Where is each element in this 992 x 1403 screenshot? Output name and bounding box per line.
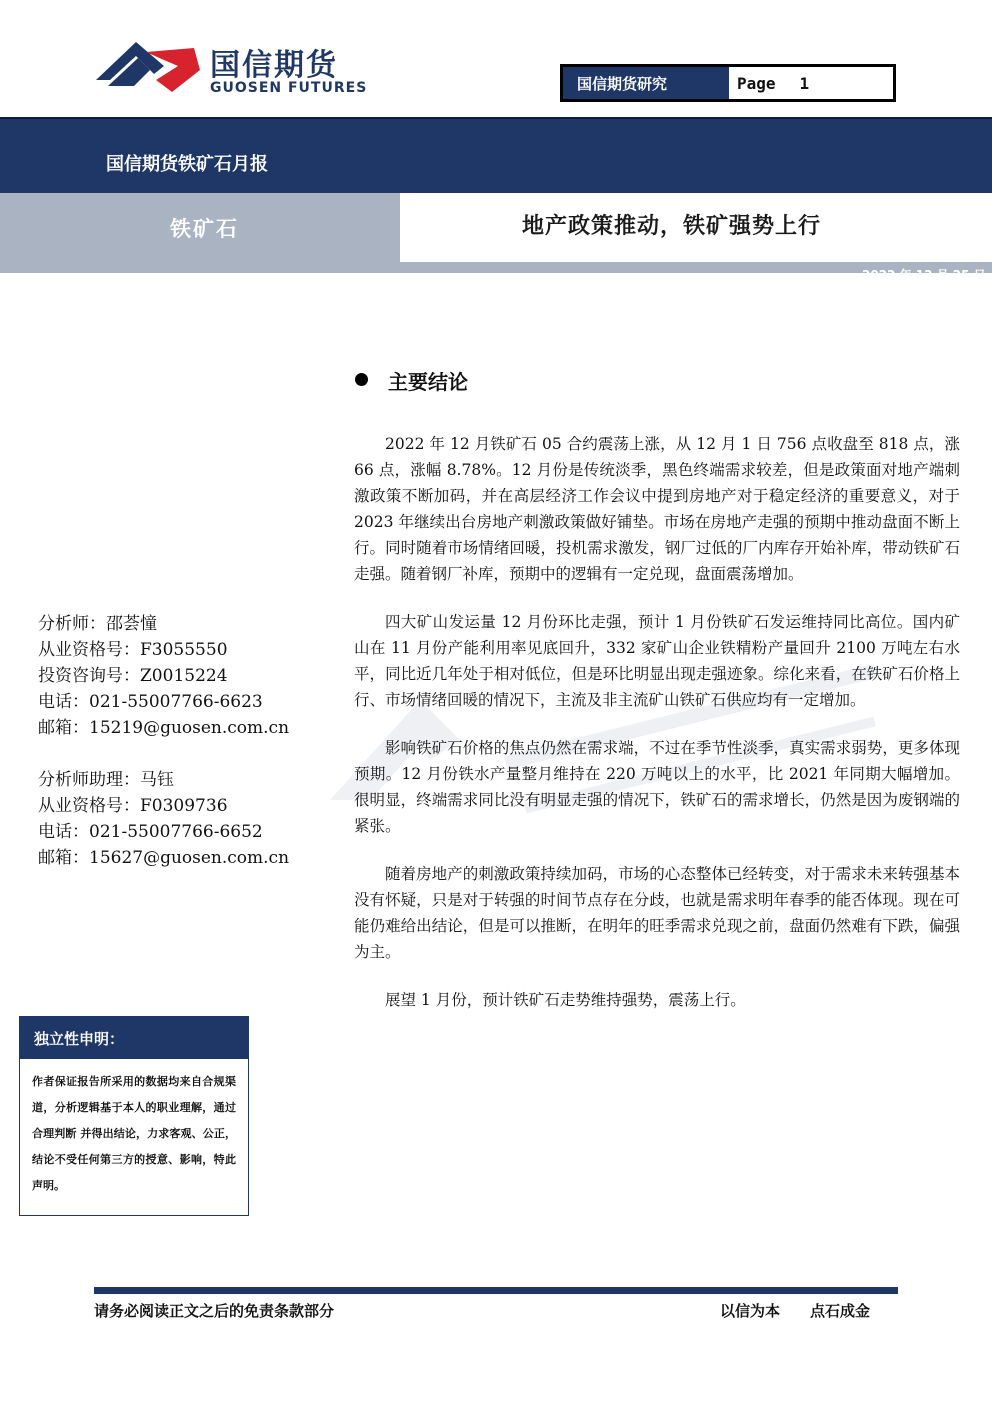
assistant-email: 邮箱：15627@guosen.com.cn [38,848,290,868]
conclusions-title: 主要结论 [388,370,468,394]
declaration-text: 作者保证报告所采用的数据均来自合规渠道，分析逻辑基于本人的职业理解，通过合理判断 并得出结论，力求客观、公正，结论不受任何第三方的授意、影响，特此声明。 [32,1075,236,1192]
research-label: 国信期货研究 [563,67,729,99]
report-headline: 地产政策推动，铁矿强势上行 [522,213,822,239]
qualification-number: 从业资格号：F0309736 [38,796,228,816]
independence-declaration [19,1016,249,1216]
qualification-number: 从业资格号：F3055550 [38,640,228,660]
analyst-phone: 电话：021-55007766-6623 [38,692,263,712]
analyst-email: 邮箱：15219@guosen.com.cn [38,718,290,738]
logo-chinese-name: 国信期货 [210,48,338,83]
sector-label: 铁矿石 [170,216,239,241]
assistant-phone: 电话：021-55007766-6652 [38,822,263,842]
conclusion-paragraph: 影响铁矿石价格的焦点仍然在需求端，不过在季节性淡季，真实需求弱势，更多体现预期。12 月份铁水产量整月维持在 220 万吨以上的水平，比 2021 年同期大幅增加。很明显，终端需求同比没有明显走强的情况下，铁矿石的需求增长，仍然是因为废钢端的紧张。 [354,739,960,835]
section-bullet-icon [355,373,368,386]
conclusion-paragraph: 2022 年 12 月铁矿石 05 合约震荡上涨，从 12 月 1 日 756 点收盘至 818 点，涨 66 点，涨幅 8.78%。12 月份是传统淡季，黑色终端需求较差，但是政策面对地产端刺激政策不断加码，并在高层经济工作会议中提到房地产对于稳定经济的重要意义，对于 2023 年继续出台房地产刺激政策做好铺垫。市场在房地产走强的预期中推动盘面不断上行。同时随着市场情绪回暖，投机需求激发，钢厂过低的厂内库存开始补库，带动铁矿石走强。随着钢厂补库，预期中的逻辑有一定兑现，盘面震荡增加。 [354,435,960,583]
report-date: 2022 年 12 月 25 日 [862,268,986,282]
disclaimer-note: 请务必阅读正文之后的免责条款部分 [94,1302,335,1320]
report-series-title: 国信期货铁矿石月报 [106,154,268,175]
declaration-title: 独立性申明： [20,1017,248,1059]
analyst-info [38,611,289,741]
page-indicator [729,67,893,99]
conclusions-body [354,431,960,1035]
footer-rule [94,1287,898,1294]
conclusion-paragraph: 四大矿山发运量 12 月份环比走强，预计 1 月份铁矿石发运维持同比高位。国内矿山在 11 月份产能利用率见底回升，332 家矿山企业铁精粉产量回升 2100 万吨左右水平，同比近几年处于相对低位，但是环比明显出现走强迹象。综化来看，在铁矿石价格上行、市场情绪回暖的情况下，主流及非主流矿山铁矿石供应均有一定增加。 [354,613,960,709]
investment-consulting-number: 投资咨询号：Z0015224 [38,666,228,686]
logo-english-name: GUOSEN FUTURES [210,80,368,96]
assistant-name: 分析师助理：马钰 [38,770,174,790]
conclusion-paragraph: 随着房地产的刺激政策持续加码，市场的心态整体已经转变，对于需求未来转强基本没有怀疑，只是对于转强的时间节点存在分歧，也就是需求明年春季的能否体现。现在可能仍难给出结论，但是可以推断，在明年的旺季需求兑现之前，盘面仍然难有下跌，偏强为主。 [354,865,960,961]
assistant-info [38,767,289,871]
company-slogan: 以信为本 点石成金 [720,1302,871,1320]
page-number: 1 [799,73,810,93]
page-label: Page [737,73,776,93]
analyst-name: 分析师：邵荟憧 [38,614,157,634]
conclusion-paragraph: 展望 1 月份，预计铁矿石走势维持强势，震荡上行。 [385,991,746,1009]
header-label-box [560,64,896,102]
